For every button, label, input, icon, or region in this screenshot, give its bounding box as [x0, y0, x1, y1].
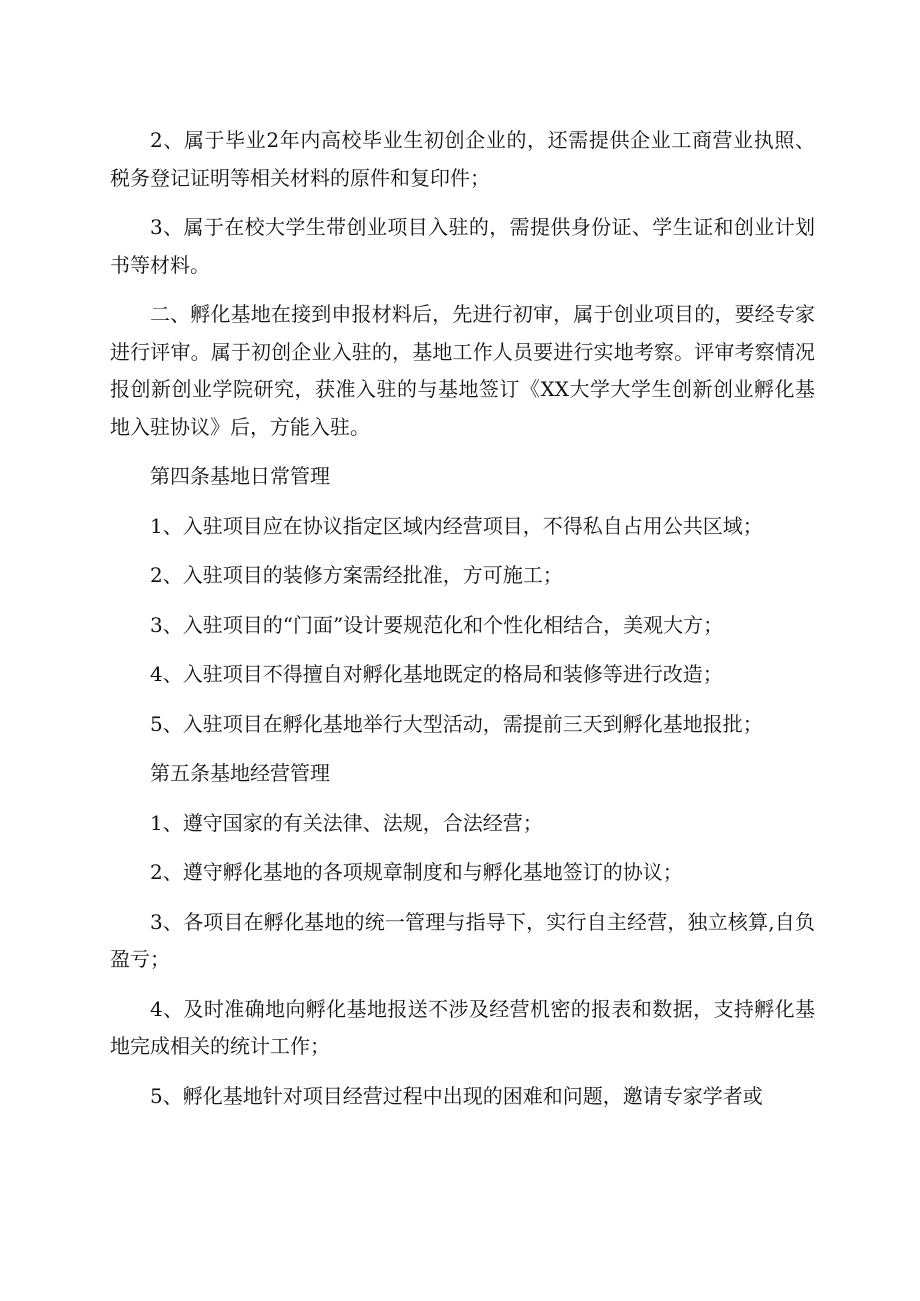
document-body — [110, 122, 815, 1127]
list-item: 3、各项目在孵化基地的统一管理与指导下，实行自主经营，独立核算,自负盈亏； — [110, 909, 815, 971]
paragraph-student-project-materials: 3、属于在校大学生带创业项目入驻的，需提供身份证、学生证和创业计划书等材料。 — [110, 215, 815, 277]
list-item: 2、遵守孵化基地的各项规章制度和与孵化基地签订的协议； — [150, 860, 683, 884]
list-item: 2、入驻项目的装修方案需经批准，方可施工； — [150, 563, 563, 587]
list-item: 1、遵守国家的有关法律、法规，合法经营； — [150, 810, 543, 835]
list-item: 1、入驻项目应在协议指定区域内经营项目，不得私自占用公共区域； — [150, 513, 763, 538]
section-heading-daily-management: 第四条基地日常管理 — [150, 464, 330, 488]
list-item: 3、入驻项目的“门面”设计要规范化和个性化相结合，美观大方； — [150, 612, 724, 637]
list-item: 5、孵化基地针对项目经营过程中出现的困难和问题，邀请专家学者或 — [150, 1083, 763, 1108]
paragraph-graduate-enterprise-materials: 2、属于毕业2年内高校毕业生初创企业的，还需提供企业工商营业执照、税务登记证明等相关材料的原件和复印件； — [110, 128, 815, 190]
section-heading-business-management: 第五条基地经营管理 — [150, 761, 330, 785]
list-item: 5、入驻项目在孵化基地举行大型活动，需提前三天到孵化基地报批； — [150, 711, 763, 736]
list-item: 4、入驻项目不得擅自对孵化基地既定的格局和装修等进行改造； — [150, 662, 723, 686]
paragraph-review-process: 二、孵化基地在接到申报材料后，先进行初审，属于创业项目的，要经专家进行评审。属于初创企业入驻的，基地工作人员要进行实地考察。评审考察情况报创新创业学院研究，获准入驻的与基地签订《XX大学大学生创新创业孵化基地入驻协议》后，方能入驻。 — [110, 302, 815, 439]
list-item: 4、及时准确地向孵化基地报送不涉及经营机密的报表和数据，支持孵化基地完成相关的统计工作； — [110, 996, 815, 1058]
